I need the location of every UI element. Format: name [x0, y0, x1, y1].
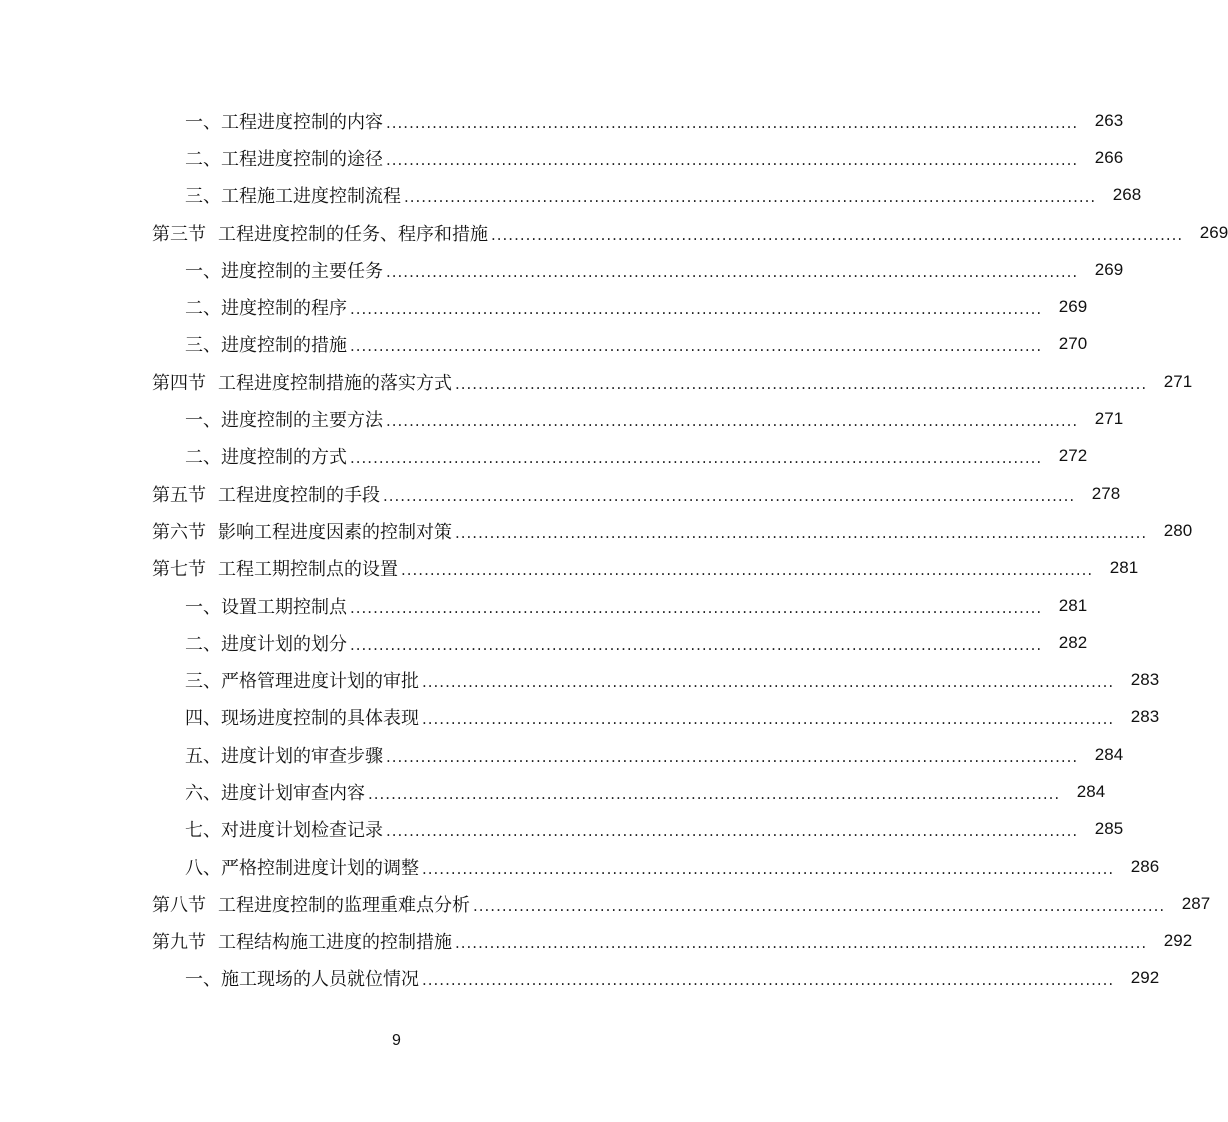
toc-entry-page: 280	[1163, 520, 1193, 540]
toc-entry-page: 292	[1163, 931, 1193, 951]
toc-entry-page: 269	[1199, 222, 1228, 242]
toc-entry-page: 281	[1109, 558, 1139, 578]
toc-dot-leader: ........................................................................................................................	[350, 635, 1043, 654]
toc-dot-leader: ........................................................................................................................	[350, 300, 1043, 319]
toc-entry[interactable]	[0, 811, 1124, 848]
toc-entry-number: 第八节	[152, 894, 206, 916]
toc-entry[interactable]	[0, 512, 1193, 549]
toc-entry-title: 现场进度控制的具体表现	[221, 708, 419, 730]
toc-entry-number: 二、	[185, 148, 221, 170]
toc-entry[interactable]	[0, 699, 1160, 736]
toc-dot-leader: ........................................................................................................................	[491, 225, 1184, 244]
toc-entry-title: 工程工期控制点的设置	[218, 559, 398, 581]
toc-entry-title: 施工现场的人员就位情况	[221, 969, 419, 991]
toc-entry-number: 一、	[185, 596, 221, 618]
toc-entry[interactable]	[0, 661, 1160, 698]
toc-dot-leader: ........................................................................................................................	[386, 150, 1079, 169]
toc-entry-title: 工程施工进度控制流程	[221, 186, 401, 208]
toc-dot-leader: ........................................................................................................................	[422, 971, 1115, 990]
toc-entry-title: 严格控制进度计划的调整	[221, 857, 419, 879]
toc-entry-number: 二、	[185, 633, 221, 655]
toc-entry-page: 285	[1094, 819, 1124, 839]
toc-entry-title: 对进度计划检查记录	[221, 820, 383, 842]
toc-entry-page: 270	[1058, 334, 1088, 354]
toc-entry[interactable]	[0, 214, 1228, 251]
toc-entry[interactable]	[0, 251, 1124, 288]
toc-entry[interactable]	[0, 177, 1142, 214]
toc-entry[interactable]	[0, 736, 1124, 773]
toc-dot-leader: ........................................................................................................................	[455, 523, 1148, 542]
toc-dot-leader: ........................................................................................................................	[473, 896, 1166, 915]
toc-entry-title: 进度控制的主要方法	[221, 410, 383, 432]
toc-dot-leader: ........................................................................................................................	[386, 822, 1079, 841]
toc-entry[interactable]	[0, 848, 1160, 885]
toc-entry-title: 工程进度控制的监理重难点分析	[218, 894, 470, 916]
toc-entry-number: 第五节	[152, 484, 206, 506]
toc-entry-page: 281	[1058, 595, 1088, 615]
toc-entry-page: 263	[1094, 110, 1124, 130]
toc-entry-number: 第六节	[152, 521, 206, 543]
toc-entry-number: 一、	[185, 111, 221, 133]
toc-entry-number: 第四节	[152, 372, 206, 394]
toc-entry-page: 272	[1058, 446, 1088, 466]
toc-entry[interactable]	[0, 624, 1088, 661]
toc-entry-page: 278	[1091, 483, 1121, 503]
toc-entry-title: 影响工程进度因素的控制对策	[218, 521, 452, 543]
toc-entry-title: 进度控制的措施	[221, 335, 347, 357]
toc-entry[interactable]	[0, 773, 1106, 810]
toc-entry-page: 283	[1130, 707, 1160, 727]
toc-dot-leader: ........................................................................................................................	[386, 412, 1079, 431]
toc-entry-page: 284	[1076, 781, 1106, 801]
toc-dot-leader: ........................................................................................................................	[401, 561, 1094, 580]
toc-entry[interactable]	[0, 475, 1121, 512]
toc-dot-leader: ........................................................................................................................	[386, 113, 1079, 132]
toc-entry-page: 282	[1058, 632, 1088, 652]
toc-dot-leader: ........................................................................................................................	[455, 374, 1148, 393]
toc-entry-page: 292	[1130, 968, 1160, 988]
toc-dot-leader: ........................................................................................................................	[350, 598, 1043, 617]
toc-entry-title: 工程结构施工进度的控制措施	[218, 932, 452, 954]
toc-dot-leader: ........................................................................................................................	[368, 784, 1061, 803]
toc-entry-page: 271	[1094, 409, 1124, 429]
toc-entry-page: 271	[1163, 371, 1193, 391]
toc-dot-leader: ........................................................................................................................	[422, 673, 1115, 692]
toc-dot-leader: ........................................................................................................................	[386, 262, 1079, 281]
toc-dot-leader: ........................................................................................................................	[350, 449, 1043, 468]
toc-entry-title: 工程进度控制的任务、程序和措施	[218, 223, 488, 245]
toc-entry[interactable]	[0, 363, 1193, 400]
toc-dot-leader: ........................................................................................................................	[350, 337, 1043, 356]
toc-entry-page: 286	[1130, 856, 1160, 876]
toc-entry-page: 269	[1058, 297, 1088, 317]
toc-entry-number: 三、	[185, 186, 221, 208]
toc-entry-title: 工程进度控制措施的落实方式	[218, 372, 452, 394]
table-of-contents	[0, 102, 1228, 997]
page-number: 9	[392, 1032, 401, 1049]
toc-entry-number: 二、	[185, 447, 221, 469]
toc-entry[interactable]	[0, 960, 1160, 997]
toc-entry-title: 进度控制的方式	[221, 447, 347, 469]
toc-entry-number: 三、	[185, 671, 221, 693]
toc-entry-number: 八、	[185, 857, 221, 879]
toc-entry[interactable]	[0, 102, 1124, 139]
toc-entry-number: 三、	[185, 335, 221, 357]
toc-entry-title: 进度计划的审查步骤	[221, 745, 383, 767]
toc-entry-title: 严格管理进度计划的审批	[221, 671, 419, 693]
toc-entry[interactable]	[0, 288, 1088, 325]
toc-entry[interactable]	[0, 885, 1211, 922]
toc-entry-number: 一、	[185, 969, 221, 991]
toc-dot-leader: ........................................................................................................................	[404, 188, 1097, 207]
toc-entry[interactable]	[0, 326, 1088, 363]
toc-entry-title: 工程进度控制的内容	[221, 111, 383, 133]
toc-entry-number: 二、	[185, 298, 221, 320]
toc-entry-number: 一、	[185, 410, 221, 432]
toc-entry-page: 287	[1181, 893, 1211, 913]
toc-entry[interactable]	[0, 438, 1088, 475]
toc-entry-title: 工程进度控制的手段	[218, 484, 380, 506]
toc-entry-number: 四、	[185, 708, 221, 730]
toc-entry[interactable]	[0, 923, 1193, 960]
toc-entry-number: 六、	[185, 782, 221, 804]
toc-entry-number: 五、	[185, 745, 221, 767]
toc-entry[interactable]	[0, 139, 1124, 176]
toc-entry-page: 284	[1094, 744, 1124, 764]
toc-entry[interactable]	[0, 400, 1124, 437]
toc-entry-title: 工程进度控制的途径	[221, 148, 383, 170]
toc-entry[interactable]	[0, 550, 1139, 587]
toc-entry-number: 七、	[185, 820, 221, 842]
toc-entry-page: 266	[1094, 147, 1124, 167]
toc-entry-title: 进度控制的程序	[221, 298, 347, 320]
toc-entry-number: 一、	[185, 260, 221, 282]
toc-entry-number: 第七节	[152, 559, 206, 581]
toc-dot-leader: ........................................................................................................................	[383, 486, 1076, 505]
toc-entry-title: 进度控制的主要任务	[221, 260, 383, 282]
toc-entry-title: 进度计划的划分	[221, 633, 347, 655]
toc-entry-title: 设置工期控制点	[221, 596, 347, 618]
toc-dot-leader: ........................................................................................................................	[422, 859, 1115, 878]
toc-entry-number: 第三节	[152, 223, 206, 245]
toc-dot-leader: ........................................................................................................................	[455, 934, 1148, 953]
toc-dot-leader: ........................................................................................................................	[422, 710, 1115, 729]
toc-entry-title: 进度计划审查内容	[221, 782, 365, 804]
toc-dot-leader: ........................................................................................................................	[386, 747, 1079, 766]
toc-entry-number: 第九节	[152, 932, 206, 954]
toc-entry-page: 268	[1112, 185, 1142, 205]
toc-entry-page: 269	[1094, 259, 1124, 279]
toc-entry-page: 283	[1130, 670, 1160, 690]
toc-entry[interactable]	[0, 587, 1088, 624]
